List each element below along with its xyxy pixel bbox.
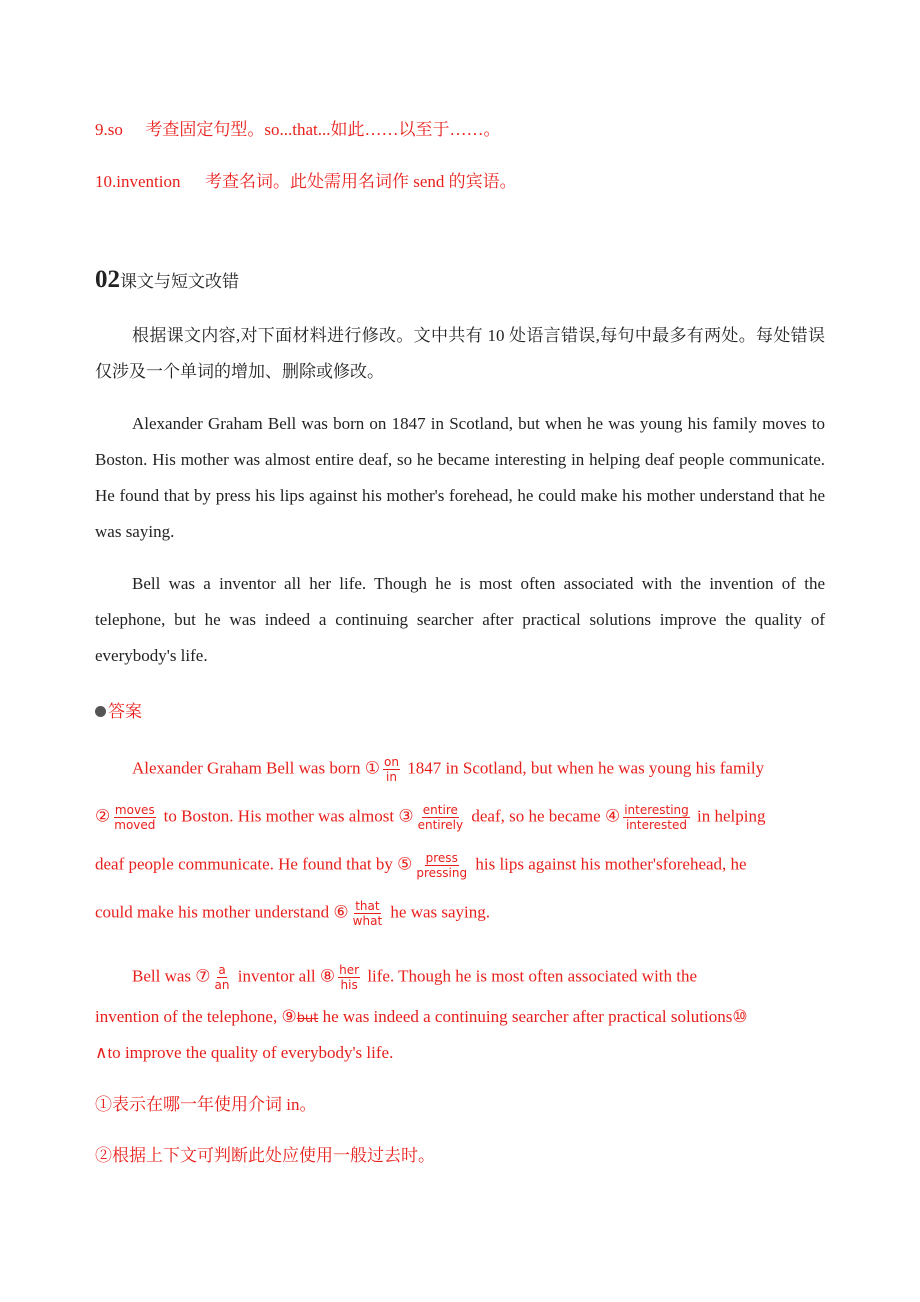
correction-7	[214, 963, 231, 992]
wrong-word: interesting	[624, 803, 689, 817]
correction-5	[415, 851, 468, 880]
answer-line-4	[95, 899, 825, 928]
answer-text: Alexander Graham Bell was born	[132, 758, 365, 778]
answer-text: his lips against his mother'sforehead, he	[471, 854, 747, 874]
wrong-word: moves	[114, 803, 155, 817]
inserted-word: to	[107, 1043, 121, 1062]
correct-word: his	[340, 978, 358, 992]
correction-number: ⑨	[281, 1007, 297, 1026]
instructions: 根据课文内容,对下面材料进行修改。文中共有 10 处语言错误,每句中最多有两处。每处错误仅涉及一个单词的增加、删除或修改。	[95, 326, 825, 381]
answer-line-3	[95, 851, 825, 880]
answer-text: could make his mother understand	[95, 902, 334, 922]
correction-number: ①	[364, 758, 380, 778]
answer-icon	[95, 706, 106, 717]
answer-explanation: 考查名词。此处需用名词作 send 的宾语。	[204, 172, 517, 191]
passage-paragraph-2: Bell was a inventor all her life. Though he is most often associated with the invention of the telephone, but he was indeed a continuing searcher after practical solutions improve the quality of everybody's life.	[95, 574, 825, 665]
answer-item-10	[95, 171, 517, 193]
answer-line-2	[95, 803, 825, 832]
passage-paragraph-1: Alexander Graham Bell was born on 1847 in Scotland, but when he was young his family moves to Boston. His mother was almost entire deaf, so he became interesting in helping deaf people communicate. He found that by press his lips against his mother's forehead, he could make his mother understand that he was saying.	[95, 414, 825, 541]
answer-text: to Boston. His mother was almost	[159, 806, 399, 826]
correct-word: pressing	[416, 866, 468, 880]
answer-text: Bell was	[132, 966, 196, 986]
correction-number: ⑩	[732, 1007, 748, 1026]
section-number: 02	[95, 266, 120, 293]
section-title: 课文与短文改错	[120, 272, 239, 291]
answer-text: improve the quality of everybody's life.	[120, 1043, 394, 1062]
explanation-2: ②根据上下文可判断此处应使用一般过去时。	[95, 1146, 435, 1165]
correction-number: ③	[398, 806, 414, 826]
section-heading	[95, 266, 239, 294]
answer-explanation: 考查固定句型。so...that...如此……以至于……。	[145, 120, 501, 139]
wrong-word: press	[425, 851, 458, 865]
answer-heading	[95, 697, 142, 722]
correction-8	[338, 963, 360, 992]
correct-word: entirely	[417, 818, 464, 832]
correction-2	[113, 803, 156, 832]
wrong-word: on	[383, 755, 399, 769]
correction-6	[352, 899, 383, 928]
answer-text: invention of the telephone,	[95, 1007, 282, 1026]
wrong-word: entire	[422, 803, 458, 817]
answer-line-6	[95, 1005, 825, 1031]
answer-label: 10.invention	[95, 172, 181, 191]
answer-text: he was indeed a continuing searcher after practical solutions	[318, 1007, 733, 1026]
answer-line-5	[132, 963, 825, 992]
correction-number: ②	[95, 806, 111, 826]
answer-text: deaf, so he became	[467, 806, 605, 826]
correction-number: ⑦	[195, 966, 211, 986]
explanation-1: ①表示在哪一年使用介词 in。	[95, 1095, 317, 1114]
answer-line-1	[132, 755, 825, 784]
answer-text: 1847 in Scotland, but when he was young his family	[402, 758, 765, 778]
answer-text: life. Though he is most often associated with the	[363, 966, 698, 986]
answer-item-9	[95, 119, 500, 141]
answer-line-7	[95, 1041, 825, 1065]
correct-word: in	[385, 770, 397, 784]
correct-word: an	[214, 978, 230, 992]
correct-word: moved	[114, 818, 156, 832]
correction-1	[383, 755, 400, 784]
answer-text: deaf people communicate. He found that by	[95, 854, 398, 874]
correction-number: ⑤	[397, 854, 413, 874]
correction-4	[623, 803, 690, 832]
wrong-word: that	[355, 899, 380, 913]
answer-text: inventor all	[233, 966, 320, 986]
answer-text: in helping	[692, 806, 766, 826]
insert-mark: ∧	[95, 1043, 108, 1062]
correction-3	[417, 803, 465, 832]
wrong-word: her	[339, 963, 360, 977]
answer-heading-label: 答案	[108, 702, 142, 721]
correction-number: ⑧	[319, 966, 336, 986]
correct-word: interested	[625, 818, 687, 832]
wrong-word: a	[218, 963, 226, 977]
deleted-word: but	[296, 1011, 319, 1026]
correction-number: ④	[604, 806, 621, 826]
correction-number: ⑥	[333, 902, 349, 922]
correct-word: what	[352, 914, 383, 928]
answer-label: 9.so	[95, 120, 123, 139]
answer-text: he was saying.	[386, 902, 491, 922]
